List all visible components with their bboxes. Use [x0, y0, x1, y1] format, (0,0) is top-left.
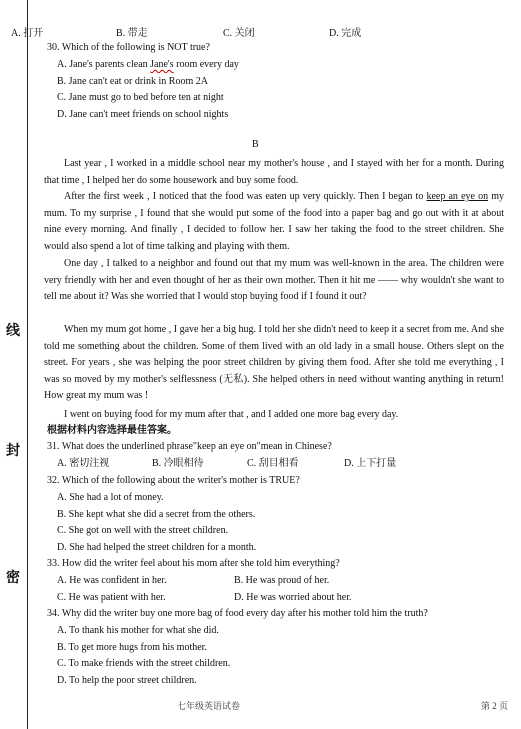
underlined-phrase: keep an eye on — [426, 191, 489, 202]
q33-option-d: D. He was worried about her. — [234, 592, 352, 603]
passage-paragraph-2: After the first week , I noticed that the food was eaten up very quickly. Then I began to keep an eye on my mum. To my surprise , I found that she would put some of the food into a paper bag and go out with it at about nine every morning. And finally , I decided to follow her. I saw her taking the food to the street children. She would also spend a lot of time talking and playing with them. — [44, 191, 504, 252]
q31-option-c: C. 刮目相看 — [247, 458, 299, 469]
page-number: 第 2 页 — [481, 701, 509, 711]
q30-option-d: D. Jane can't meet friends on school nights — [57, 109, 229, 120]
q30-option-a: A. Jane's parents clean Jane's room every day — [57, 59, 239, 70]
q29-option-a: A. 打开 — [11, 28, 44, 39]
q33-option-a: A. He was confident in her. — [57, 575, 167, 586]
binding-line — [27, 0, 28, 729]
passage-paragraph-1: Last year , I worked in a middle school near my mother's house , and I stayed with her for a month. During that time , I helped her do some housework and buy some food. — [44, 158, 504, 186]
q34-option-d: D. To help the poor street children. — [57, 675, 197, 686]
q33-option-c: C. He was patient with her. — [57, 592, 166, 603]
q33-stem: 33. How did the writer feel about his mom after she told him everything? — [47, 558, 340, 569]
q29-option-d: D. 完成 — [329, 28, 362, 39]
q30-option-c: C. Jane must go to bed before ten at night — [57, 92, 224, 103]
q33-option-b: B. He was proud of her. — [234, 575, 330, 586]
binding-mark-seal: 封 — [6, 443, 20, 459]
q32-option-b: B. She kept what she did a secret from the others. — [57, 509, 256, 520]
q31-stem: 31. What does the underlined phrase"keep an eye on"mean in Chinese? — [47, 441, 332, 452]
q32-stem: 32. Which of the following about the writer's mother is TRUE? — [47, 475, 300, 486]
footer-title: 七年级英语试卷 — [177, 701, 241, 711]
q34-option-a: A. To thank his mother for what she did. — [57, 625, 219, 636]
section-instruction: 根据材料内容选择最佳答案。 — [47, 425, 177, 436]
q29-option-c: C. 关闭 — [223, 28, 255, 39]
binding-mark-line: 线 — [6, 323, 20, 339]
q34-stem: 34. Why did the writer buy one more bag of food every day after his mother told him the truth? — [47, 608, 428, 619]
passage-label: B — [252, 139, 259, 150]
passage-paragraph-3: One day , I talked to a neighbor and found out that my mum was well-known in the area. The children were very friendly with her and even thought of her as their own mother. Then it hit me —— why wouldn't she want to tell me about it? Was she worried that I would stop buying food if I found it out? — [44, 258, 504, 303]
q32-option-a: A. She had a lot of money. — [57, 492, 164, 503]
q30-option-b: B. Jane can't eat or drink in Room 2A — [57, 76, 208, 87]
q30-stem: 30. Which of the following is NOT true? — [47, 42, 210, 53]
q31-option-d: D. 上下打量 — [344, 458, 397, 469]
q31-option-b: B. 冷眼相待 — [152, 458, 204, 469]
q34-option-b: B. To get more hugs from his mother. — [57, 642, 207, 653]
binding-mark-secret: 密 — [6, 570, 20, 586]
passage-paragraph-4: When my mum got home , I gave her a big hug. I told her she didn't need to keep it a secret from me. And she told me something about the children. Some of them lived with an old lady in a small house. Others slept on the street. For years , she was helping the poor street children by giving them food. After she told me everything , I was so moved by my mother's selflessness (无私). She helped others in need without wanting anything in return! How great my mum was ! — [44, 324, 504, 402]
q31-option-a: A. 密切注视 — [57, 458, 110, 469]
q34-option-c: C. To make friends with the street children. — [57, 658, 231, 669]
q32-option-c: C. She got on well with the street children. — [57, 525, 229, 536]
q29-option-b: B. 带走 — [116, 28, 148, 39]
underlined-word: Jane's — [150, 59, 174, 70]
q32-option-d: D. She had helped the street children for a month. — [57, 542, 257, 553]
passage-paragraph-5: I went on buying food for my mum after that , and I added one more bag every day. — [64, 409, 399, 420]
